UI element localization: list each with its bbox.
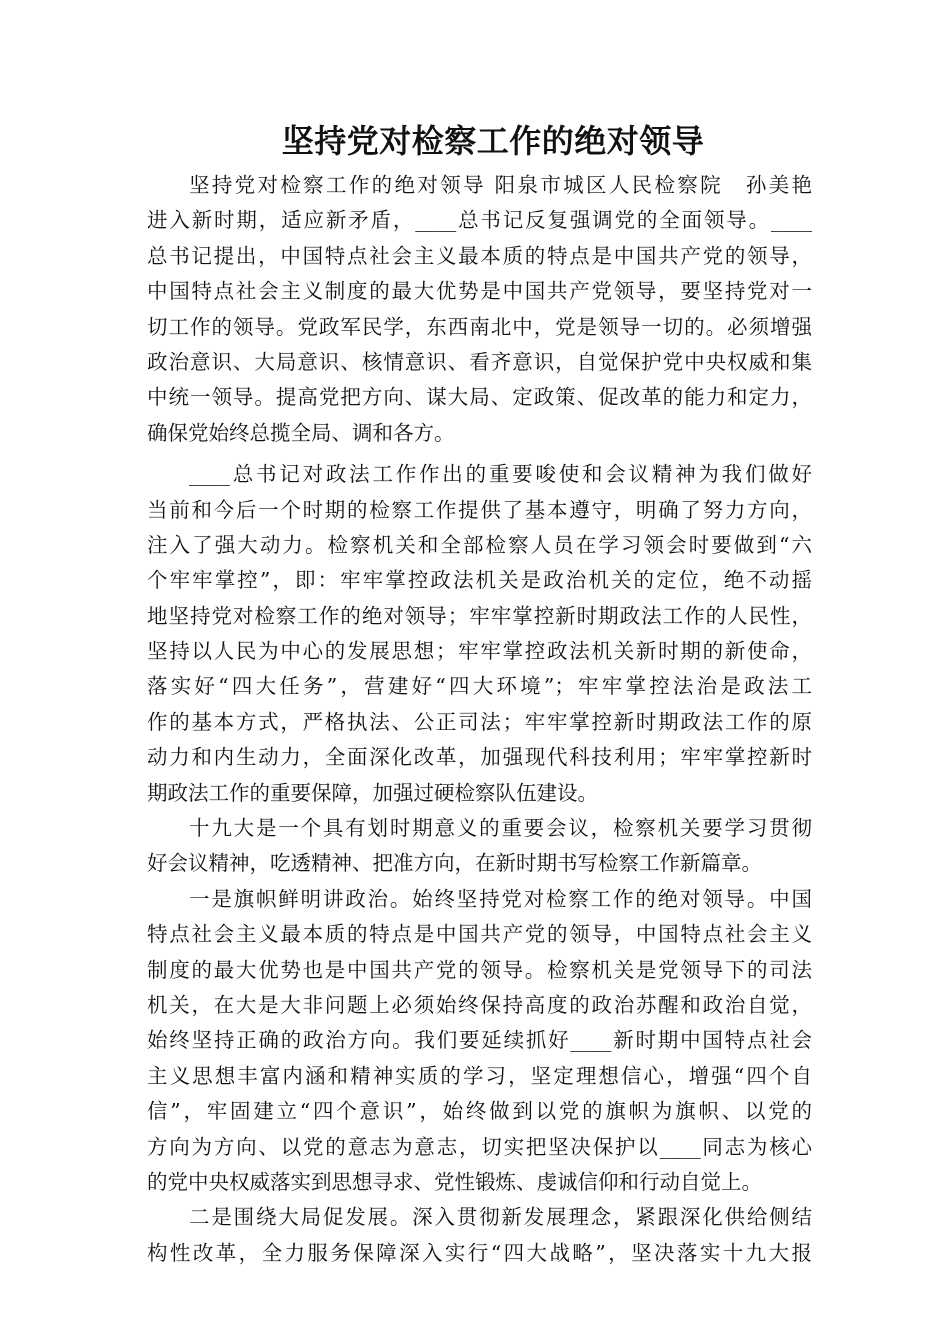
paragraph-line: 个牢牢掌控”，即：牢牢掌控政法机关是政治机关的定位，绝不动摇 — [147, 568, 812, 593]
paragraph-line: 方向为方向、以党的意志为意志，切实把坚决保护以____同志为核心 — [147, 1134, 812, 1159]
paragraph-line: 十九大是一个具有划时期意义的重要会议，检察机关要学习贯彻 — [189, 816, 812, 841]
paragraph-line: 切工作的领导。党政军民学，东西南北中，党是领导一切的。必须增强 — [147, 314, 812, 339]
paragraph-line: 当前和今后一个时期的检察工作提供了基本遵守，明确了努力方向， — [147, 497, 812, 522]
paragraph-line: 构性改革，全力服务保障深入实行“四大战略”，坚决落实十九大报 — [147, 1240, 812, 1265]
paragraph-line: 政治意识、大局意识、核情意识、看齐意识，自觉保护党中央权威和集 — [147, 349, 812, 374]
paragraph — [147, 811, 812, 882]
paragraph-line: 信”，牢固建立“四个意识”，始终做到以党的旗帜为旗帜、以党的 — [147, 1099, 812, 1124]
document-body — [147, 168, 812, 1271]
paragraph-line: 落实好“四大任务”，营建好“四大环境”；牢牢掌控法治是政法工 — [147, 674, 812, 699]
paragraph-line: 的党中央权威落实到思想寻求、党性锻炼、虔诚信仰和行动自觉上。 — [147, 1169, 762, 1194]
paragraph-line: 作的基本方式，严格执法、公正司法；牢牢掌控新时期政法工作的原 — [147, 709, 812, 734]
paragraph-line: 好会议精神，吃透精神、把准方向，在新时期书写检察工作新篇章。 — [147, 851, 762, 876]
paragraph-line: 中统一领导。提高党把方向、谋大局、定政策、促改革的能力和定力， — [147, 385, 812, 410]
paragraph-line: 坚持党对检察工作的绝对领导 阳泉市城区人民检察院 孙美艳 — [189, 173, 812, 197]
paragraph-line: 主义思想丰富内涵和精神实质的学习，坚定理想信心，增强“四个自 — [147, 1063, 812, 1088]
paragraph-line: 坚持以人民为中心的发展思想；牢牢掌控政法机关新时期的新使命， — [147, 639, 812, 664]
paragraph-line: 确保党始终总揽全局、调和各方。 — [147, 420, 455, 445]
paragraph-line: ____总书记对政法工作作出的重要唆使和会议精神为我们做好 — [189, 462, 812, 487]
paragraph-line: 始终坚持正确的政治方向。我们要延续抓好____新时期中国特点社会 — [147, 1028, 812, 1053]
paragraph-line: 地坚持党对检察工作的绝对领导；牢牢掌控新时期政法工作的人民性， — [147, 603, 812, 628]
paragraph-line: 总书记提出，中国特点社会主义最本质的特点是中国共产党的领导， — [147, 243, 812, 268]
paragraph-line: 期政法工作的重要保障，加强过硬检察队伍建设。 — [147, 780, 598, 805]
paragraph-line: 中国特点社会主义制度的最大优势是中国共产党领导，要坚持党对一 — [147, 279, 812, 304]
paragraph-line: 一是旗帜鲜明讲政治。始终坚持党对检察工作的绝对领导。中国 — [189, 886, 812, 911]
paragraph — [147, 168, 812, 451]
paragraph-line: 进入新时期，适应新矛盾，____总书记反复强调党的全面领导。____ — [147, 208, 812, 233]
paragraph-line: 制度的最大优势也是中国共产党的领导。检察机关是党领导下的司法 — [147, 957, 812, 982]
paragraph-line: 注入了强大动力。检察机关和全部检察人员在学习领会时要做到“六 — [147, 532, 812, 557]
paragraph-line: 特点社会主义最本质的特点是中国共产党的领导，中国特点社会主义 — [147, 922, 812, 947]
paragraph-line: 机关，在大是大非问题上必须始终保持高度的政治苏醒和政治自觉， — [147, 992, 812, 1017]
paragraph-line: 二是围绕大局促发展。深入贯彻新发展理念，紧跟深化供给侧结 — [189, 1205, 812, 1230]
document-title: 坚持党对检察工作的绝对领导 — [281, 122, 705, 160]
paragraph — [147, 882, 812, 1201]
paragraph — [147, 1200, 812, 1271]
paragraph — [147, 457, 812, 811]
paragraph-line: 动力和内生动力，全面深化改革，加强现代科技利用；牢牢掌控新时 — [147, 745, 812, 770]
